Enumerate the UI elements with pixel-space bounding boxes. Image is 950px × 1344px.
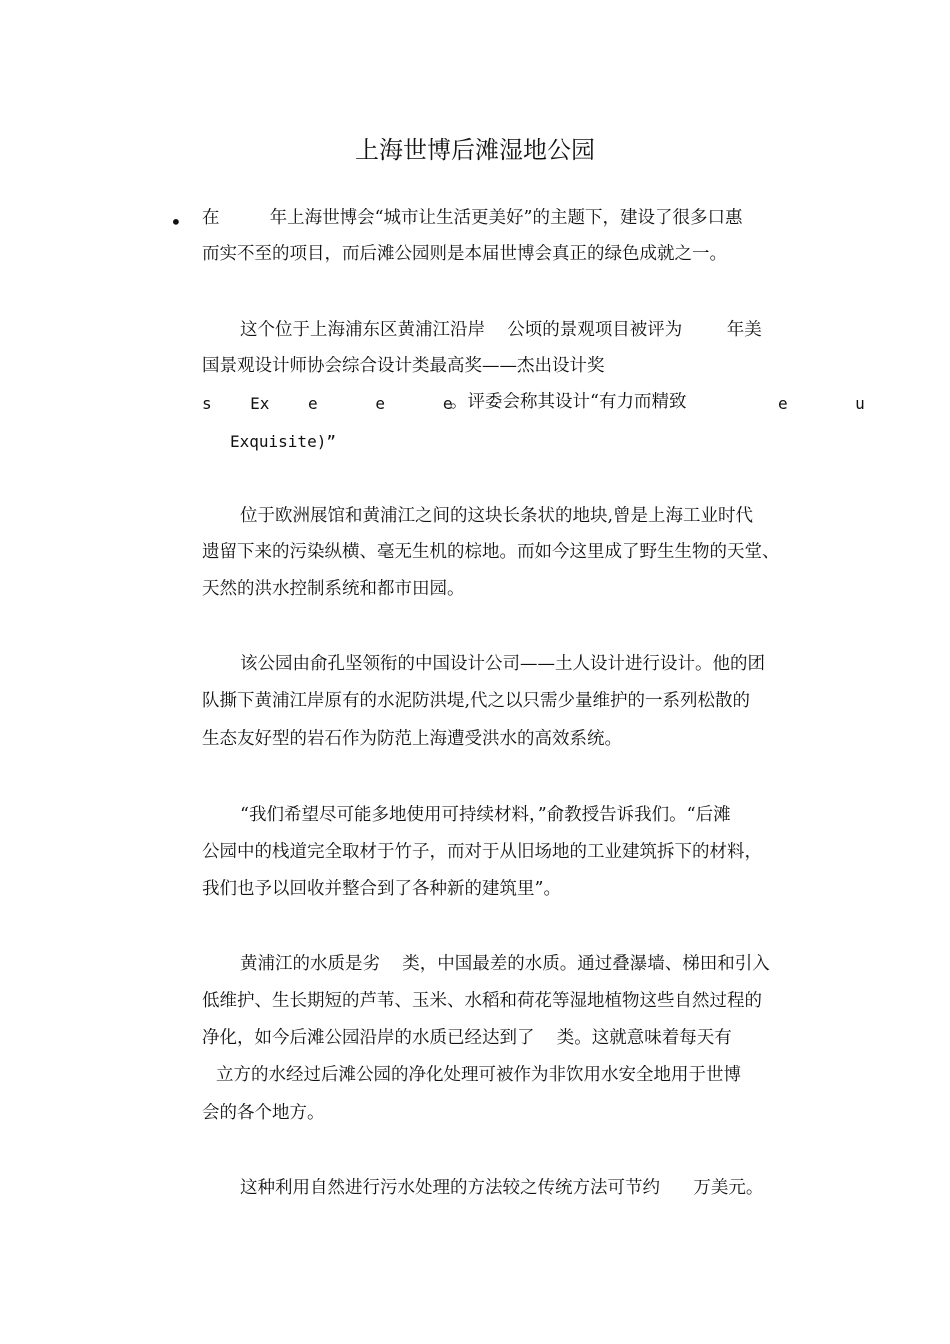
p5-line3: 我们也予以回收并整合到了各种新的建筑里”。 (202, 879, 561, 899)
p6-line5: 会的各个地方。 (202, 1103, 325, 1123)
p6-line2: 低维护、生长期短的芦苇、玉米、水稻和荷花等湿地植物这些自然过程的 (202, 991, 762, 1011)
p3-line2: 遗留下来的污染纵横、毫无生机的棕地。而如今这里成了野生生物的天堂、 (202, 542, 780, 562)
p1-line2: 而实不至的项目，而后滩公园则是本届世博会真正的绿色成就之一。 (202, 244, 727, 264)
p6-line1: 黄浦江的水质是劣 类，中国最差的水质。通过叠瀑墙、梯田和引入 (240, 954, 770, 974)
p4-line2: 队撕下黄浦江岸原有的水泥防洪堤,代之以只需少量维护的一系列松散的 (202, 691, 751, 711)
p1-line1: 在 年上海世博会“城市让生活更美好”的主题下，建设了很多口惠 (202, 208, 743, 228)
p3-line3: 天然的洪水控制系统和都市田园。 (202, 579, 465, 599)
p2-line3-quote: 。评委会称其设计“有力而精致 (450, 392, 687, 412)
p7-line1: 这种利用自然进行污水处理的方法较之传统方法可节约 万美元。 (240, 1178, 764, 1198)
p2-line4: Exquisite)” (230, 432, 336, 451)
document-title: 上海世博后滩湿地公园 (355, 136, 595, 164)
p5-line2: 公园中的栈道完全取材于竹子，而对于从旧场地的工业建筑拆下的材料， (202, 842, 762, 862)
p6-line3: 净化，如今后滩公园沿岸的水质已经达到了 类。这就意味着每天有 (202, 1028, 732, 1048)
bullet-dot: • (170, 210, 182, 234)
p4-line1: 该公园由俞孔坚领衔的中国设计公司——土人设计进行设计。他的团 (240, 654, 765, 674)
p2-line3-tail: e u (778, 394, 865, 413)
p4-line3: 生态友好型的岩石作为防范上海遭受洪水的高效系统。 (202, 729, 622, 749)
p6-line4: 立方的水经过后滩公园的净化处理可被作为非饮用水安全地用于世博 (216, 1065, 741, 1085)
p2-line1: 这个位于上海浦东区黄浦江沿岸 公顷的景观项目被评为 年美 (240, 320, 762, 340)
p2-line3-latin: s Ex e e e (202, 394, 453, 413)
p5-line1: “我们希望尽可能多地使用可持续材料，”俞教授告诉我们。“后滩 (240, 805, 731, 825)
p3-line1: 位于欧洲展馆和黄浦江之间的这块长条状的地块,曾是上海工业时代 (240, 506, 754, 526)
p2-line2: 国景观设计师协会综合设计类最高奖——杰出设计奖 (202, 356, 605, 376)
